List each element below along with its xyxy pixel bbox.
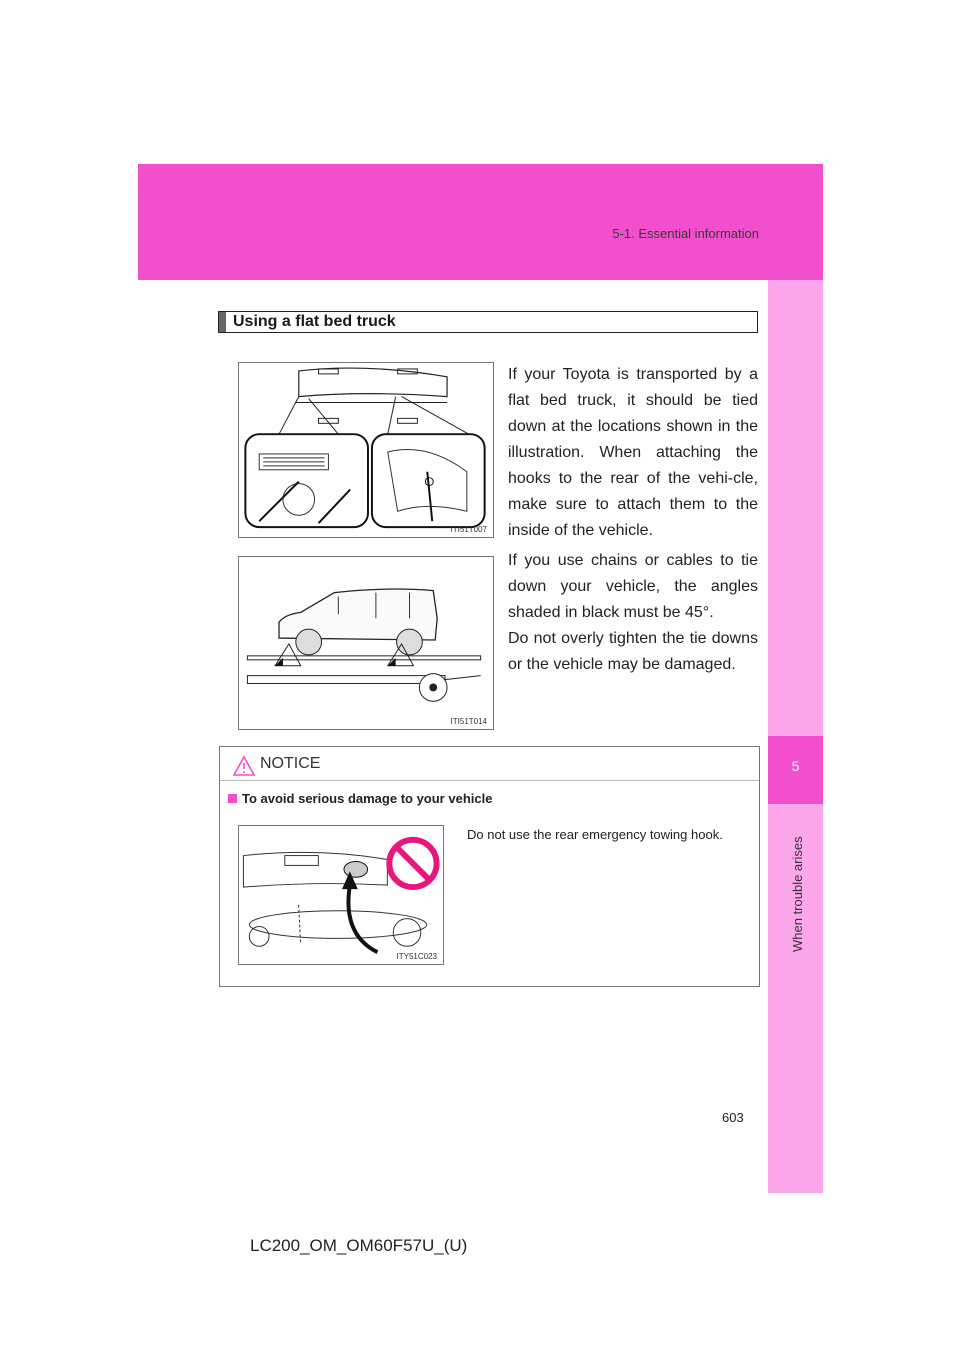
chapter-title: When trouble arises bbox=[790, 836, 805, 952]
header-band bbox=[138, 164, 823, 280]
notice-title: NOTICE bbox=[260, 755, 321, 772]
section-heading: Using a flat bed truck bbox=[218, 311, 758, 333]
notice-box bbox=[219, 746, 760, 987]
notice-subheading-text: To avoid serious damage to your vehicle bbox=[242, 791, 493, 806]
underbody-diagram bbox=[239, 363, 493, 537]
paragraph-chain-angle: If you use chains or cables to tie down your vehicle, the angles shaded in black must be 45°. bbox=[508, 552, 758, 621]
rear-towing-hook-illustration bbox=[238, 825, 444, 965]
square-bullet-icon bbox=[228, 794, 237, 803]
paragraph-tie-down-locations: If your Toyota is transported by a flat bed truck, it should be tied down at the locations shown in the illustration. When attaching the hooks to the rear of the vehi-cle, make sure to attach them to the inside of the vehicle. bbox=[508, 366, 758, 539]
chapter-number: 5 bbox=[791, 758, 800, 774]
paragraph-tighten-warning: Do not overly tighten the tie downs or the vehicle may be damaged. bbox=[508, 630, 758, 673]
warning-icon bbox=[232, 755, 256, 777]
notice-text: Do not use the rear emergency towing hook. bbox=[467, 827, 723, 842]
notice-header bbox=[220, 747, 759, 781]
breadcrumb: 5-1. Essential information bbox=[612, 226, 759, 241]
figure-code: ITI51T014 bbox=[450, 717, 487, 726]
tie-down-locations-illustration bbox=[238, 362, 494, 538]
vehicle-on-flatbed-diagram bbox=[239, 557, 493, 729]
flat-bed-truck-illustration bbox=[238, 556, 494, 730]
notice-subheading bbox=[228, 791, 492, 806]
page-number: 603 bbox=[722, 1110, 744, 1125]
prohibited-towing-hook-diagram bbox=[239, 826, 443, 964]
document-code: LC200_OM_OM60F57U_(U) bbox=[250, 1236, 468, 1255]
figure-code: ITY51C023 bbox=[396, 952, 437, 961]
figure-code: ITI51T007 bbox=[450, 525, 487, 534]
